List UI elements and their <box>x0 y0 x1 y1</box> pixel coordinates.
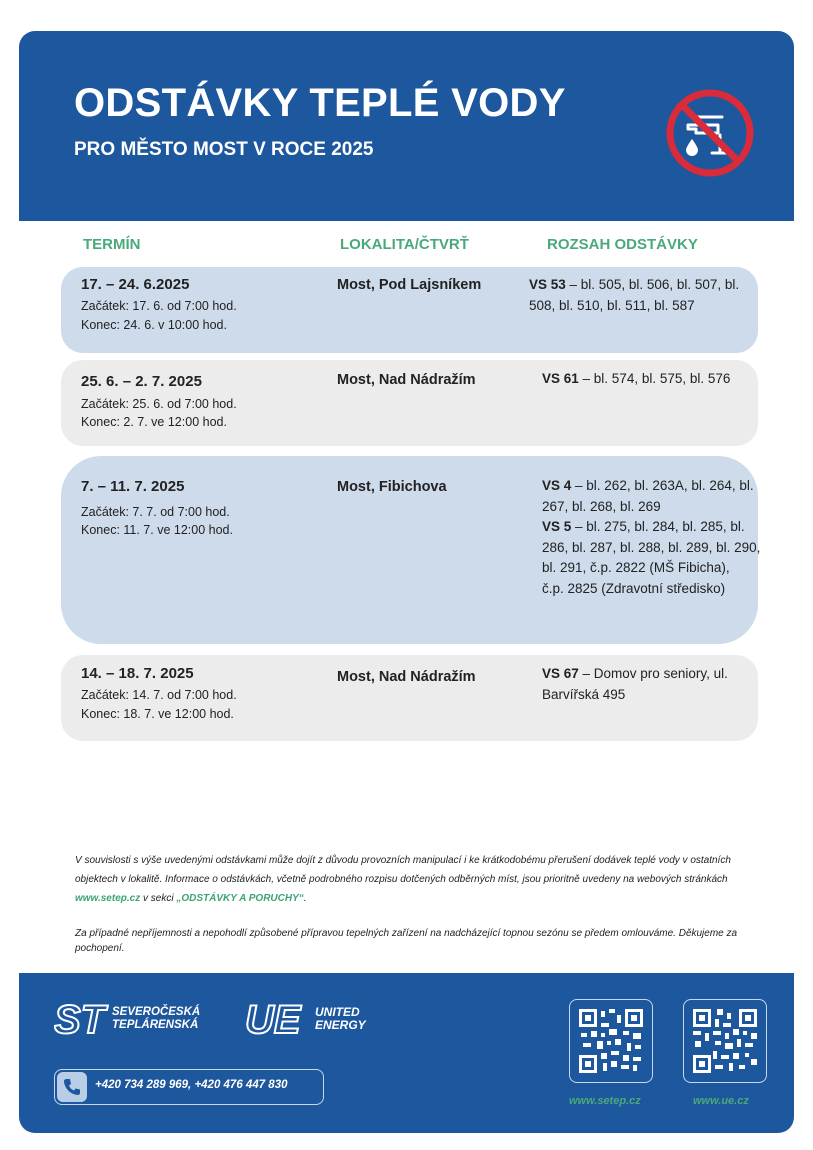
phone-box <box>54 1069 324 1105</box>
range-text: – Domov pro seniory, ul. Barvířská 495 <box>542 666 728 702</box>
ue-logo-icon <box>245 999 315 1039</box>
outage-locality: Most, Fibichova <box>337 479 447 495</box>
range-code: VS 4 <box>542 478 572 493</box>
notice-card <box>19 31 794 1133</box>
note-text: V souvislosti s výše uvedenými odstávkami může dojít z důvodu provozních manipulací i ke krátkodobému přerušení dodávek teplé vody v ostatních objektech v lokalitě. Informace o odstávkách, včetně podrobného rozpisu dotčených odběrných míst, jsou prioritně uvedeny na webových stránkách <box>75 855 731 885</box>
outage-locality: Most, Nad Nádražím <box>337 669 476 685</box>
logo-line: TEPLÁRENSKÁ <box>112 1019 199 1031</box>
page-subtitle: PRO MĚSTO MOST V ROCE 2025 <box>74 139 374 160</box>
outage-locality: Most, Nad Nádražím <box>337 372 476 388</box>
range-text: č.p. 2825 (Zdravotní středisko) <box>542 580 726 596</box>
url-ue[interactable]: www.ue.cz <box>693 1095 749 1107</box>
logo-line: UNITED <box>315 1005 360 1019</box>
outage-row <box>61 267 758 353</box>
united-energy-logo <box>245 999 366 1044</box>
outage-row <box>61 456 761 644</box>
page-title: ODSTÁVKY TEPLÉ VODY <box>74 81 566 125</box>
outage-row <box>61 360 758 446</box>
column-header-locality: LOKALITA/ČTVRŤ <box>340 236 469 253</box>
svg-text:UE: UE <box>245 999 301 1039</box>
phone-numbers[interactable]: +420 734 289 969, +420 476 447 830 <box>95 1079 288 1091</box>
footer-banner <box>19 973 794 1133</box>
range-code: VS 67 <box>542 666 579 681</box>
column-header-term: TERMÍN <box>83 236 141 253</box>
outage-start: Začátek: 7. 7. od 7:00 hod. <box>81 505 230 519</box>
outage-start: Začátek: 17. 6. od 7:00 hod. <box>81 299 237 313</box>
range-code: VS 53 <box>529 277 566 292</box>
note-text: v sekci <box>140 893 177 904</box>
range-text: – bl. 275, bl. 284, bl. 285, bl. 286, bl. 287, bl. 288, bl. 289, bl. 290, bl. 291, č.p. 2822 (MŠ Fibicha), <box>542 519 761 575</box>
section-name: „ODSTÁVKY A PORUCHY“ <box>176 893 304 904</box>
apology-note: Za případné nepříjemnosti a nepohodlí způsobené přípravou tepelných zařízení na nadcházející topnou sezónu se předem omlouváme. Děkujeme za pochopení. <box>75 928 738 954</box>
note-text: . <box>303 893 307 904</box>
outage-row <box>61 655 758 741</box>
logo-line: SEVEROČESKÁ <box>112 1006 201 1018</box>
outage-date: 25. 6. – 2. 7. 2025 <box>81 373 202 390</box>
range-code: VS 61 <box>542 371 579 386</box>
phone-icon <box>57 1072 87 1102</box>
outage-range <box>542 369 764 390</box>
website-link[interactable]: www.setep.cz <box>75 893 141 904</box>
outage-locality: Most, Pod Lajsníkem <box>337 277 482 293</box>
outage-range <box>542 476 764 599</box>
outage-end: Konec: 18. 7. ve 12:00 hod. <box>81 707 234 721</box>
outage-date: 14. – 18. 7. 2025 <box>81 665 194 682</box>
outage-end: Konec: 24. 6. v 10:00 hod. <box>81 318 227 332</box>
logo-line: ENERGY <box>315 1018 366 1032</box>
outage-date: 7. – 11. 7. 2025 <box>81 478 185 495</box>
range-text: – bl. 505, bl. 506, bl. 507, bl. 508, bl. 510, bl. 511, bl. 587 <box>529 277 740 313</box>
svg-text:ST: ST <box>54 999 106 1039</box>
outage-date: 17. – 24. 6.2025 <box>81 276 190 293</box>
outage-end: Konec: 11. 7. ve 12:00 hod. <box>81 523 233 537</box>
url-setep[interactable]: www.setep.cz <box>569 1095 641 1107</box>
range-text: – bl. 574, bl. 575, bl. 576 <box>578 371 731 386</box>
severoceska-teplarenska-logo <box>54 999 201 1044</box>
range-code: VS 5 <box>542 519 572 534</box>
qr-code-icon <box>579 1009 643 1073</box>
outage-range <box>542 664 757 705</box>
outage-start: Začátek: 14. 7. od 7:00 hod. <box>81 688 237 702</box>
header-banner <box>19 31 794 221</box>
qr-code-icon <box>693 1009 757 1073</box>
outage-range <box>529 275 751 316</box>
info-note <box>75 851 745 908</box>
qr-code-setep[interactable] <box>569 999 653 1083</box>
qr-code-ue[interactable] <box>683 999 767 1083</box>
range-text: – bl. 262, bl. 263A, bl. 264, bl. 267, bl. 268, bl. 269 <box>542 478 754 514</box>
outage-end: Konec: 2. 7. ve 12:00 hod. <box>81 415 227 429</box>
st-logo-icon <box>54 999 118 1039</box>
no-hot-water-icon <box>664 87 756 179</box>
column-header-range: ROZSAH ODSTÁVKY <box>547 236 698 253</box>
outage-start: Začátek: 25. 6. od 7:00 hod. <box>81 397 237 411</box>
